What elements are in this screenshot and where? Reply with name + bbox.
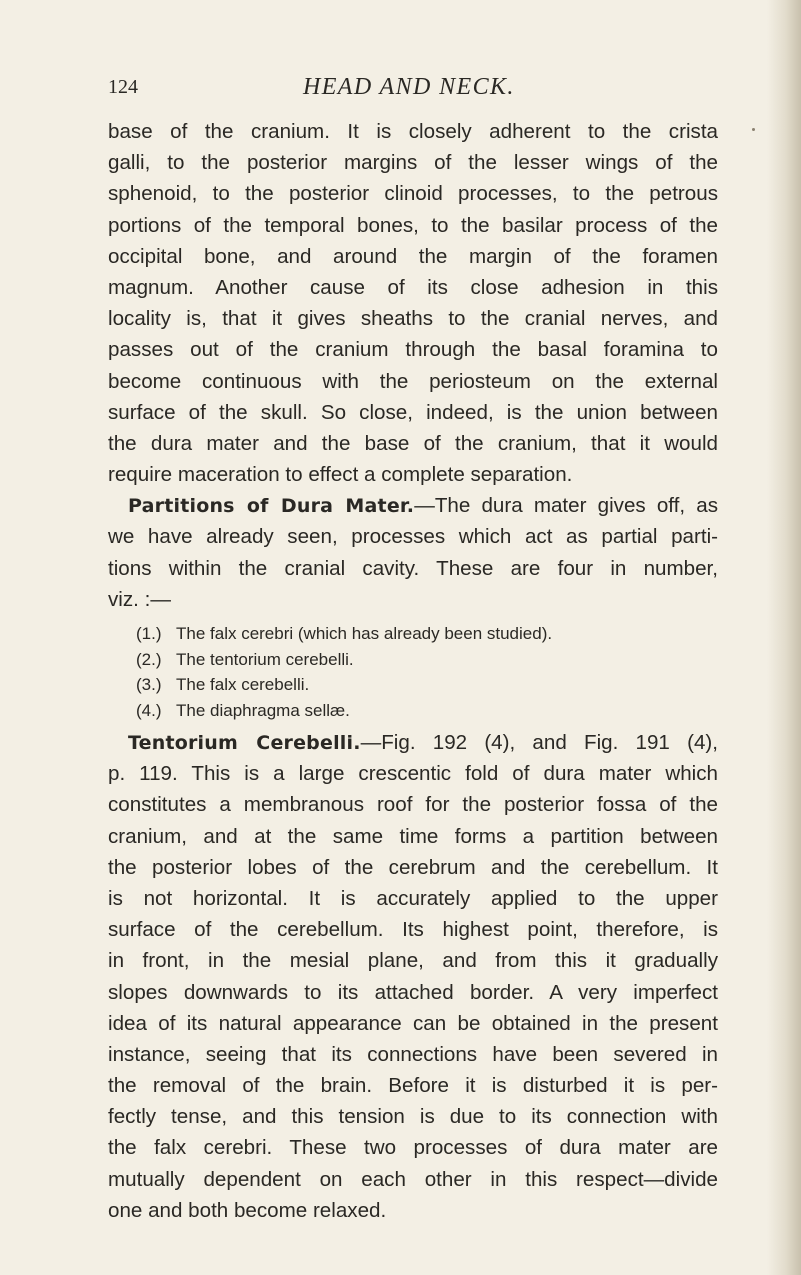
list-text: The diaphragma sellæ. [176,700,350,720]
list-number: (2.) [136,649,162,669]
text-line: cranium, and at the same time forms a partition between [108,824,718,848]
text-line: the dura mater and the base of the cranium, that it would [108,431,718,455]
text-line: base of the cranium. It is closely adherent to the crista [108,120,718,143]
text-line: passes out of the cranium through the basal foramina to [108,338,718,362]
text-line: p. 119. This is a large crescentic fold of dura mater which [108,762,718,786]
text-line: surface of the cerebellum. Its highest point, therefore, is [108,918,718,942]
text-line: constitutes a membranous roof for the posterior fossa of the [108,793,718,817]
section-heading-partitions: Partitions of Dura Mater. [128,495,415,518]
text-line: galli, to the posterior margins of the lesser wings of the [108,151,718,175]
text-line: mutually dependent on each other in this respect—divide [108,1167,718,1191]
paragraph-partitions [108,490,718,615]
list-item [108,647,718,673]
text-line: require maceration to effect a complete separation. [108,463,573,487]
page-header [108,70,718,104]
list-text: The falx cerebelli. [176,675,310,694]
page-number: 124 [108,76,138,98]
text-line: surface of the skull. So close, indeed, is the union between [108,400,718,424]
text-line: portions of the temporal bones, to the basilar process of the [108,213,718,237]
partitions-list [108,621,718,723]
list-number: (3.) [136,675,162,694]
text-line [108,727,718,758]
section-heading-tentorium: Tentorium Cerebelli. [128,732,361,754]
list-text: The tentorium cerebelli. [176,649,354,669]
text-line: sphenoid, to the posterior clinoid processes, to the petrous [108,182,718,206]
running-head: HEAD AND NECK. [303,74,515,100]
page-edge-shadow [767,0,801,1275]
list-item [108,672,718,698]
list-text: The falx cerebri (which has already been studied). [176,624,553,643]
text-line: become continuous with the periosteum on the external [108,369,718,393]
text-line [108,490,718,521]
text-line: in front, in the mesial plane, and from this it gradually [108,949,718,973]
heading-continuation: —Fig. 192 (4), and Fig. 191 (4), [360,731,718,754]
list-item [108,621,718,647]
heading-continuation: —The dura mater gives off, as [414,494,718,518]
text-line: slopes downwards to its attached border. A very imperfect [108,980,718,1004]
text-line: locality is, that it gives sheaths to the cranial nerves, and [108,307,718,331]
text-line: fectly tense, and this tension is due to its connection with [108,1105,718,1129]
text-line: occipital bone, and around the margin of the foramen [108,244,718,268]
body-text [108,116,718,1226]
text-line: viz. :— [108,587,171,611]
text-line: idea of its natural appearance can be obtained in the present [108,1011,718,1035]
text-line: the falx cerebri. These two processes of dura mater are [108,1136,718,1160]
text-line: is not horizontal. It is accurately applied to the upper [108,886,718,910]
list-number: (1.) [136,624,162,643]
text-line: magnum. Another cause of its close adhesion in this [108,275,718,299]
list-item [108,698,718,724]
paragraph-tentorium [108,727,718,1226]
paragraph-continuation [108,116,718,490]
ink-speck [752,128,755,131]
text-line: tions within the cranial cavity. These are four in number, [108,556,718,580]
text-line: we have already seen, processes which act as partial parti- [108,525,718,549]
text-line: the posterior lobes of the cerebrum and the cerebellum. It [108,855,718,879]
text-line: instance, seeing that its connections have been severed in [108,1042,718,1066]
text-line: the removal of the brain. Before it is disturbed it is per- [108,1074,718,1098]
list-number: (4.) [136,700,162,720]
text-line: one and both become relaxed. [108,1198,387,1222]
